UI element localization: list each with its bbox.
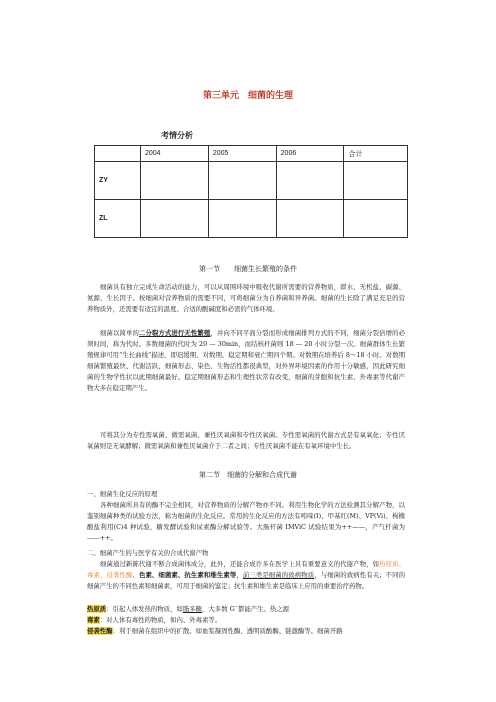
toxin-text: ：对人体有毒性的物质，如内、外毒素等。 [99, 616, 222, 624]
table-row [95, 162, 408, 200]
invasive-enzyme-line [87, 626, 405, 637]
table-header-cell [95, 146, 141, 162]
section1-paragraph-3: 可将其分为专性需氧菌、微需氧菌、兼性厌氧菌和专性厌氧菌。专性需氧菌的代谢方式是有氧氧化；专性厌氧菌则是无氧酵解；微需氧菌和兼性厌氧菌介于二者之间；专性厌氧菌不能在有氧环境中生长。 [87, 431, 405, 450]
p2-bold: 色素、细菌素、抗生素和维生素等 [138, 571, 237, 579]
exam-table [94, 145, 408, 238]
invasive-enzyme-text: ：利于细菌在组织中的扩散。如血浆凝固性酶、透明质酸酶、链激酶等。细菌开路 [112, 627, 343, 635]
table-row [95, 200, 408, 238]
section1-heading: 第一节 细菌生长繁殖的条件 [199, 265, 297, 273]
table-cell [141, 200, 209, 238]
section2-heading: 第二节 细菌的分解和合成代谢 [199, 471, 297, 479]
pyrogen-text: ：引起人体发热的物质，如 [106, 605, 183, 613]
invasive-enzyme-label: 侵袭性酶 [87, 627, 113, 635]
p2-underline: 前三类是细菌的致病物质 [242, 571, 315, 579]
table-cell [276, 162, 344, 200]
table-header-cell: 合计 [344, 146, 408, 162]
p2-c: ， [236, 571, 243, 579]
table-header-cell: 2004 [141, 146, 209, 162]
table-cell [344, 162, 408, 200]
toxin-line [87, 615, 405, 626]
p2-bold: 二分裂方式进行无性繁殖 [138, 329, 211, 337]
table-header-cell: 2005 [208, 146, 276, 162]
pyrogen-label: 热原质 [87, 605, 107, 613]
p2-pre: 细菌以简单的 [100, 329, 139, 337]
section2-subheading-1: 一、细菌生化反应的原理 [87, 490, 158, 498]
pyrogen-line [87, 604, 405, 615]
toxin-label: 毒素 [87, 616, 100, 624]
pyrogen-underline: 脂多糖 [182, 605, 203, 613]
table-header-row [95, 146, 408, 162]
table-header-cell: 2006 [276, 146, 344, 162]
p2-post: ，并向不同平面分裂而形成细菌排列方式的不同，细菌分裂倍增的必须时间，称为代时。多数细菌的代时为 20 — 30min，而结核杆菌则 18 — 20 小时分裂一次。细菌群体生长繁殖规律可用“生长曲线”描述，即迟缓期、对数期、稳定期和衰亡期四个期。对数期在培养后 8～18 小时。对数期细菌繁殖最快、代谢活跃，细菌形态、染色、生物活性都很典型，对外界环境因素的作用十分敏感，因此研究细菌的生物学性状以此期细菌最好。稳定期细菌形态和生理性状常有改变，细菌的芽胞和抗生素、外毒素等代谢产物大多在稳定期产生。 [87, 329, 406, 392]
section2-subheading-2: 二、细菌产生的与医学有关的合成代谢产物 [87, 549, 209, 557]
row-label: ZL [95, 200, 141, 238]
p2-orange: 热原质、毒素、侵袭性酶 [87, 560, 406, 579]
table-cell [208, 200, 276, 238]
section2-paragraph-2 [87, 559, 405, 592]
exam-analysis-label: 考情分析 [161, 131, 193, 140]
section1-paragraph-1: 细菌具有独立完成生命活动的能力，可以从周围环境中吸收代谢所需要的营养物质，即水、无机盐、碳源、氮源、生长因子。按细菌对营养物质的需要不同，可将细菌分为自养菌和异养菌。细菌的生长除了满足充足的营养物质外，还需要有适宜的温度、合适的酸碱度和必需的气体环境。 [87, 283, 405, 313]
table-cell [208, 162, 276, 200]
p2-b: 、 [132, 571, 139, 579]
p2-a: 细菌通过新陈代谢不断合成菌体成分，此外，还能合成许多在医学上具有重要意义的代谢产物，如 [100, 560, 380, 568]
page-title: 第三单元 细菌的生理 [202, 91, 293, 101]
p2-d: ，与细菌的致病性有关；不同的细菌产生的不同色素和细菌素，可用于细菌的鉴定；抗生素和维生素是临床上应用的重要治疗药物。 [87, 571, 406, 590]
table-cell [344, 200, 408, 238]
row-label: ZY [95, 162, 141, 200]
section1-paragraph-2 [87, 328, 405, 394]
table-cell [276, 200, 344, 238]
section2-paragraph-1: 各种细菌所具有的酶不完全相同，对营养物质的分解产物亦不同。利用生物化学的方法检测其分解产物，以鉴别细菌种类的试验方法，称为细菌的生化反应。常用的生化反应的方法有吲哚(I)、甲基红(M)、VP(Vi)、枸橼酸盐利用(C)4 种试验，糖发酵试验和尿素酶分解试验等。大肠杆菌 IMViC 试验结果为++——，产气杆菌为——++。 [87, 501, 405, 542]
table-cell [141, 162, 209, 200]
pyrogen-text2: ，大多数 G¯都能产生。热之源 [202, 605, 290, 613]
